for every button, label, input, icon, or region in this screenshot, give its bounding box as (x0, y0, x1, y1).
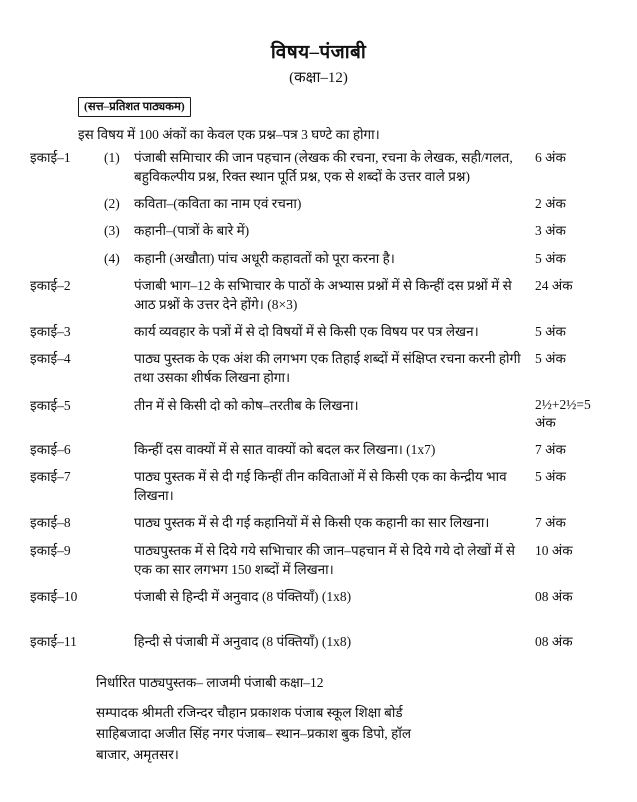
table-row (30, 148, 607, 194)
publisher-block (96, 703, 607, 766)
item-marks: 2 अंक (535, 196, 566, 212)
item-text: पाठ्य पुस्तक में से दी गई किन्हीं तीन कविताओं में से किसी एक का केन्द्रीय भाव लिखना। (134, 469, 507, 504)
item-number (104, 614, 134, 659)
unit-label: इकाई–8 (30, 515, 71, 531)
item-marks: 7 अंक (535, 515, 566, 531)
unit-label: इकाई–11 (30, 634, 77, 650)
item-number (104, 349, 134, 395)
unit-label: इकाई–5 (30, 397, 71, 413)
unit-label: इकाई–9 (30, 542, 71, 558)
syllabus-stamp: (सत्त–प्रतिशत पाठ्यकम) (78, 97, 191, 117)
item-number: (3) (104, 223, 120, 239)
prescribed-book-line: निर्धारित पाठ्यपुस्तक– लाजमी पंजाबी कक्षा–12 (96, 675, 324, 691)
item-number: (1) (104, 150, 120, 165)
item-marks: 5 अंक (535, 250, 566, 266)
unit-label: इकाई–3 (30, 324, 71, 340)
units-table (30, 148, 607, 659)
unit-label-empty (30, 249, 104, 276)
item-text: कार्य व्यवहार के पत्रों में से दो विषयों में से किसी एक विषय पर पत्र लेखन। (134, 324, 479, 340)
item-text: कहानी–(पात्रों के बारे में) (134, 223, 250, 239)
item-text: पाठ्य पुस्तक में से दी गई कहानियों में से किसी एक कहानी का सार लिखना। (134, 515, 490, 531)
table-row (30, 614, 607, 659)
item-marks: 5 अंक (535, 469, 566, 485)
table-row (30, 194, 607, 221)
unit-label-empty (30, 221, 104, 248)
item-number (104, 541, 134, 587)
item-number (104, 396, 134, 440)
page-title: विषय–पंजाबी (270, 42, 367, 63)
unit-label: इकाई–10 (30, 588, 78, 604)
item-marks: 6 अंक (535, 150, 566, 165)
item-text: हिन्दी से पंजाबी में अनुवाद (8 पंक्तियाँ) (1x8) (134, 634, 352, 650)
publisher-line: बाजार, अमृतसर। (96, 747, 179, 762)
table-row (30, 396, 607, 440)
page-subtitle: (कक्षा–12) (289, 70, 348, 86)
item-text: पंजाबी समिाचार की जान पहचान (लेखक की रचना, रचना के लेखक, सही/गलत, बहुविकल्पीय प्रश्न, रिक्त स्थान पूर्ति प्रश्न, एक से शब्दों के उत्तर वाले प्रश्न) (134, 150, 513, 185)
table-row (30, 467, 607, 513)
intro-text: इस विषय में 100 अंकों का केवल एक प्रश्न–पत्र 3 घण्टे का होगा। (78, 127, 380, 142)
table-row (30, 249, 607, 276)
item-marks: 08 अंक (535, 634, 573, 650)
item-text: किन्हीं दस वाक्यों में से सात वाक्यों को बदल कर लिखना। (1x7) (134, 442, 436, 457)
footer-block (30, 673, 607, 765)
unit-label: इकाई–4 (30, 351, 71, 367)
unit-label: इकाई–6 (30, 442, 71, 457)
item-marks: 24 अंक (535, 277, 573, 293)
unit-label: इकाई–1 (30, 150, 71, 165)
item-marks: 5 अंक (535, 351, 566, 367)
unit-label-empty (30, 194, 104, 221)
stamp-row (30, 97, 607, 117)
item-text: पाठ्य पुस्तक के एक अंश की लगभग एक तिहाई शब्दों में संक्षिप्त रचना करनी होगी तथा उसका शीर्षक लिखना होगा। (134, 351, 521, 386)
table-row (30, 587, 607, 614)
table-row (30, 322, 607, 349)
item-number (104, 276, 134, 322)
item-marks: 5 अंक (535, 324, 566, 340)
item-marks: 10 अंक (535, 542, 573, 558)
item-text: तीन में से किसी दो को कोष–तरतीब के लिखना। (134, 397, 359, 413)
item-number: (4) (104, 250, 120, 266)
item-text: कविता–(कविता का नाम एवं रचना) (134, 196, 302, 212)
table-row (30, 349, 607, 395)
item-text: पंजाबी से हिन्दी में अनुवाद (8 पंक्तियाँ) (1x8) (134, 588, 352, 604)
item-marks: 7 अंक (535, 442, 566, 457)
publisher-line: सम्पादक श्रीमती रजिन्दर चौहान प्रकाशक पंजाब स्कूल शिक्षा बोर्ड (96, 704, 403, 720)
table-row (30, 276, 607, 322)
table-row (30, 513, 607, 540)
item-text: पाठ्यपुस्तक में से दिये गये सभिाचार की जान–पहचान में से दिये गये दो लेखों में से एक का सार लगभग 150 शब्दों में लिखना। (134, 542, 516, 577)
item-number (104, 322, 134, 349)
item-number (104, 467, 134, 513)
item-marks: 08 अंक (535, 588, 573, 604)
item-text: कहानी (अखौता) पांच अधूरी कहावतों को पूरा करना है। (134, 250, 395, 266)
item-number: (2) (104, 196, 120, 212)
table-row (30, 541, 607, 587)
table-row (30, 221, 607, 248)
item-number (104, 587, 134, 614)
table-row (30, 440, 607, 467)
title-block (30, 38, 607, 87)
item-marks: 2½+2½=5 अंक (535, 396, 591, 430)
item-number (104, 440, 134, 467)
publisher-line: साहिबजादा अजीत सिंह नगर पंजाब– स्थान–प्रकाश बुक डिपो, हॉल (96, 725, 411, 741)
item-marks: 3 अंक (535, 223, 566, 239)
unit-label: इकाई–7 (30, 469, 71, 485)
unit-label: इकाई–2 (30, 277, 71, 293)
item-number (104, 513, 134, 540)
item-text: पंजाबी भाग–12 के सभिाचार के पाठों के अभ्यास प्रश्नों में से किन्हीं दस प्रश्नों में से आठ प्रश्नों के उत्तर देने होंगे। (8×3) (134, 277, 512, 312)
